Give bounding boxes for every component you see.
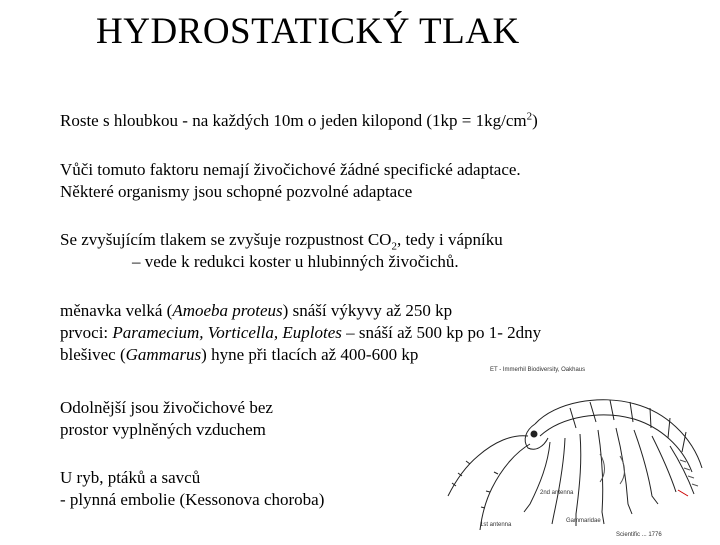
embolism-line-2: - plynná embolie (Kessonova choroba) [60,490,325,509]
organism-line-gammarus [60,344,541,366]
organism-line-protozoa [60,322,541,344]
pressure-close: ) [532,111,538,130]
label-1st-antenna: 1st antenna [480,522,512,528]
label-2nd-antenna: 2nd antenna [540,490,574,496]
protozoa-species: Paramecium, Vorticella, Euplotes [112,323,342,342]
paragraph-pressure-depth [60,110,538,132]
paragraph-embolism [60,467,324,511]
figure-caption: ET - Immerhil Biodiversity, Oakhaus [490,367,586,373]
adaptation-line-2: Některé organismy jsou schopné pozvolné adaptace [60,182,413,201]
amoeba-text-b: ) snáší výkyvy až 250 kp [282,301,453,320]
paragraph-resistant [60,397,273,441]
gammarus-text-a: blešivec ( [60,345,126,364]
amoeba-text-a: měnavka velká ( [60,301,173,320]
resistant-line-1: Odolnější jsou živočichové bez [60,398,273,417]
co2-line-2: – vede k redukci koster u hlubinných živočichů. [132,252,459,271]
label-family: Gammaridae [566,518,601,524]
antenna-2 [480,444,530,530]
organism-line-amoeba [60,300,541,322]
co2-subscript: 2 [391,240,397,253]
paragraph-co2 [60,229,503,273]
amphipod-drawing [430,364,720,540]
red-pointer [678,490,688,496]
paragraph-adaptation [60,159,521,203]
protozoa-text-b: – snáší až 500 kp po 1- 2dny [341,323,542,342]
head-outline [525,424,548,449]
embolism-line-1: U ryb, ptáků a savců [60,468,201,487]
protozoa-text-a: prvoci: [60,323,113,342]
label-credit: Scientific ... 1776 [616,532,662,538]
resistant-line-2: prostor vyplněných vzduchem [60,420,266,439]
antenna-1 [448,436,528,496]
gammarus-text-b: ) hyne při tlacích až 400-600 kp [201,345,419,364]
paragraph-organisms [60,300,541,366]
amoeba-species: Amoeba proteus [172,301,283,320]
page-title: HYDROSTATICKÝ TLAK [96,11,520,52]
adaptation-line-1: Vůči tomuto faktoru nemají živočichové žádné specifické adaptace. [60,160,521,179]
co2-text-b: , tedy i vápníku [396,230,503,249]
pressure-exponent: 2 [526,110,533,123]
gammarus-species: Gammarus [125,345,202,364]
pressure-text: Roste s hloubkou - na každých 10m o jeden kilopond (1kp = 1kg/cm [60,111,527,130]
eye [531,431,537,437]
gammarus-illustration [430,364,720,540]
co2-text-a: Se zvyšujícím tlakem se zvyšuje rozpustnost CO [60,230,392,249]
co2-line-1 [60,229,503,251]
